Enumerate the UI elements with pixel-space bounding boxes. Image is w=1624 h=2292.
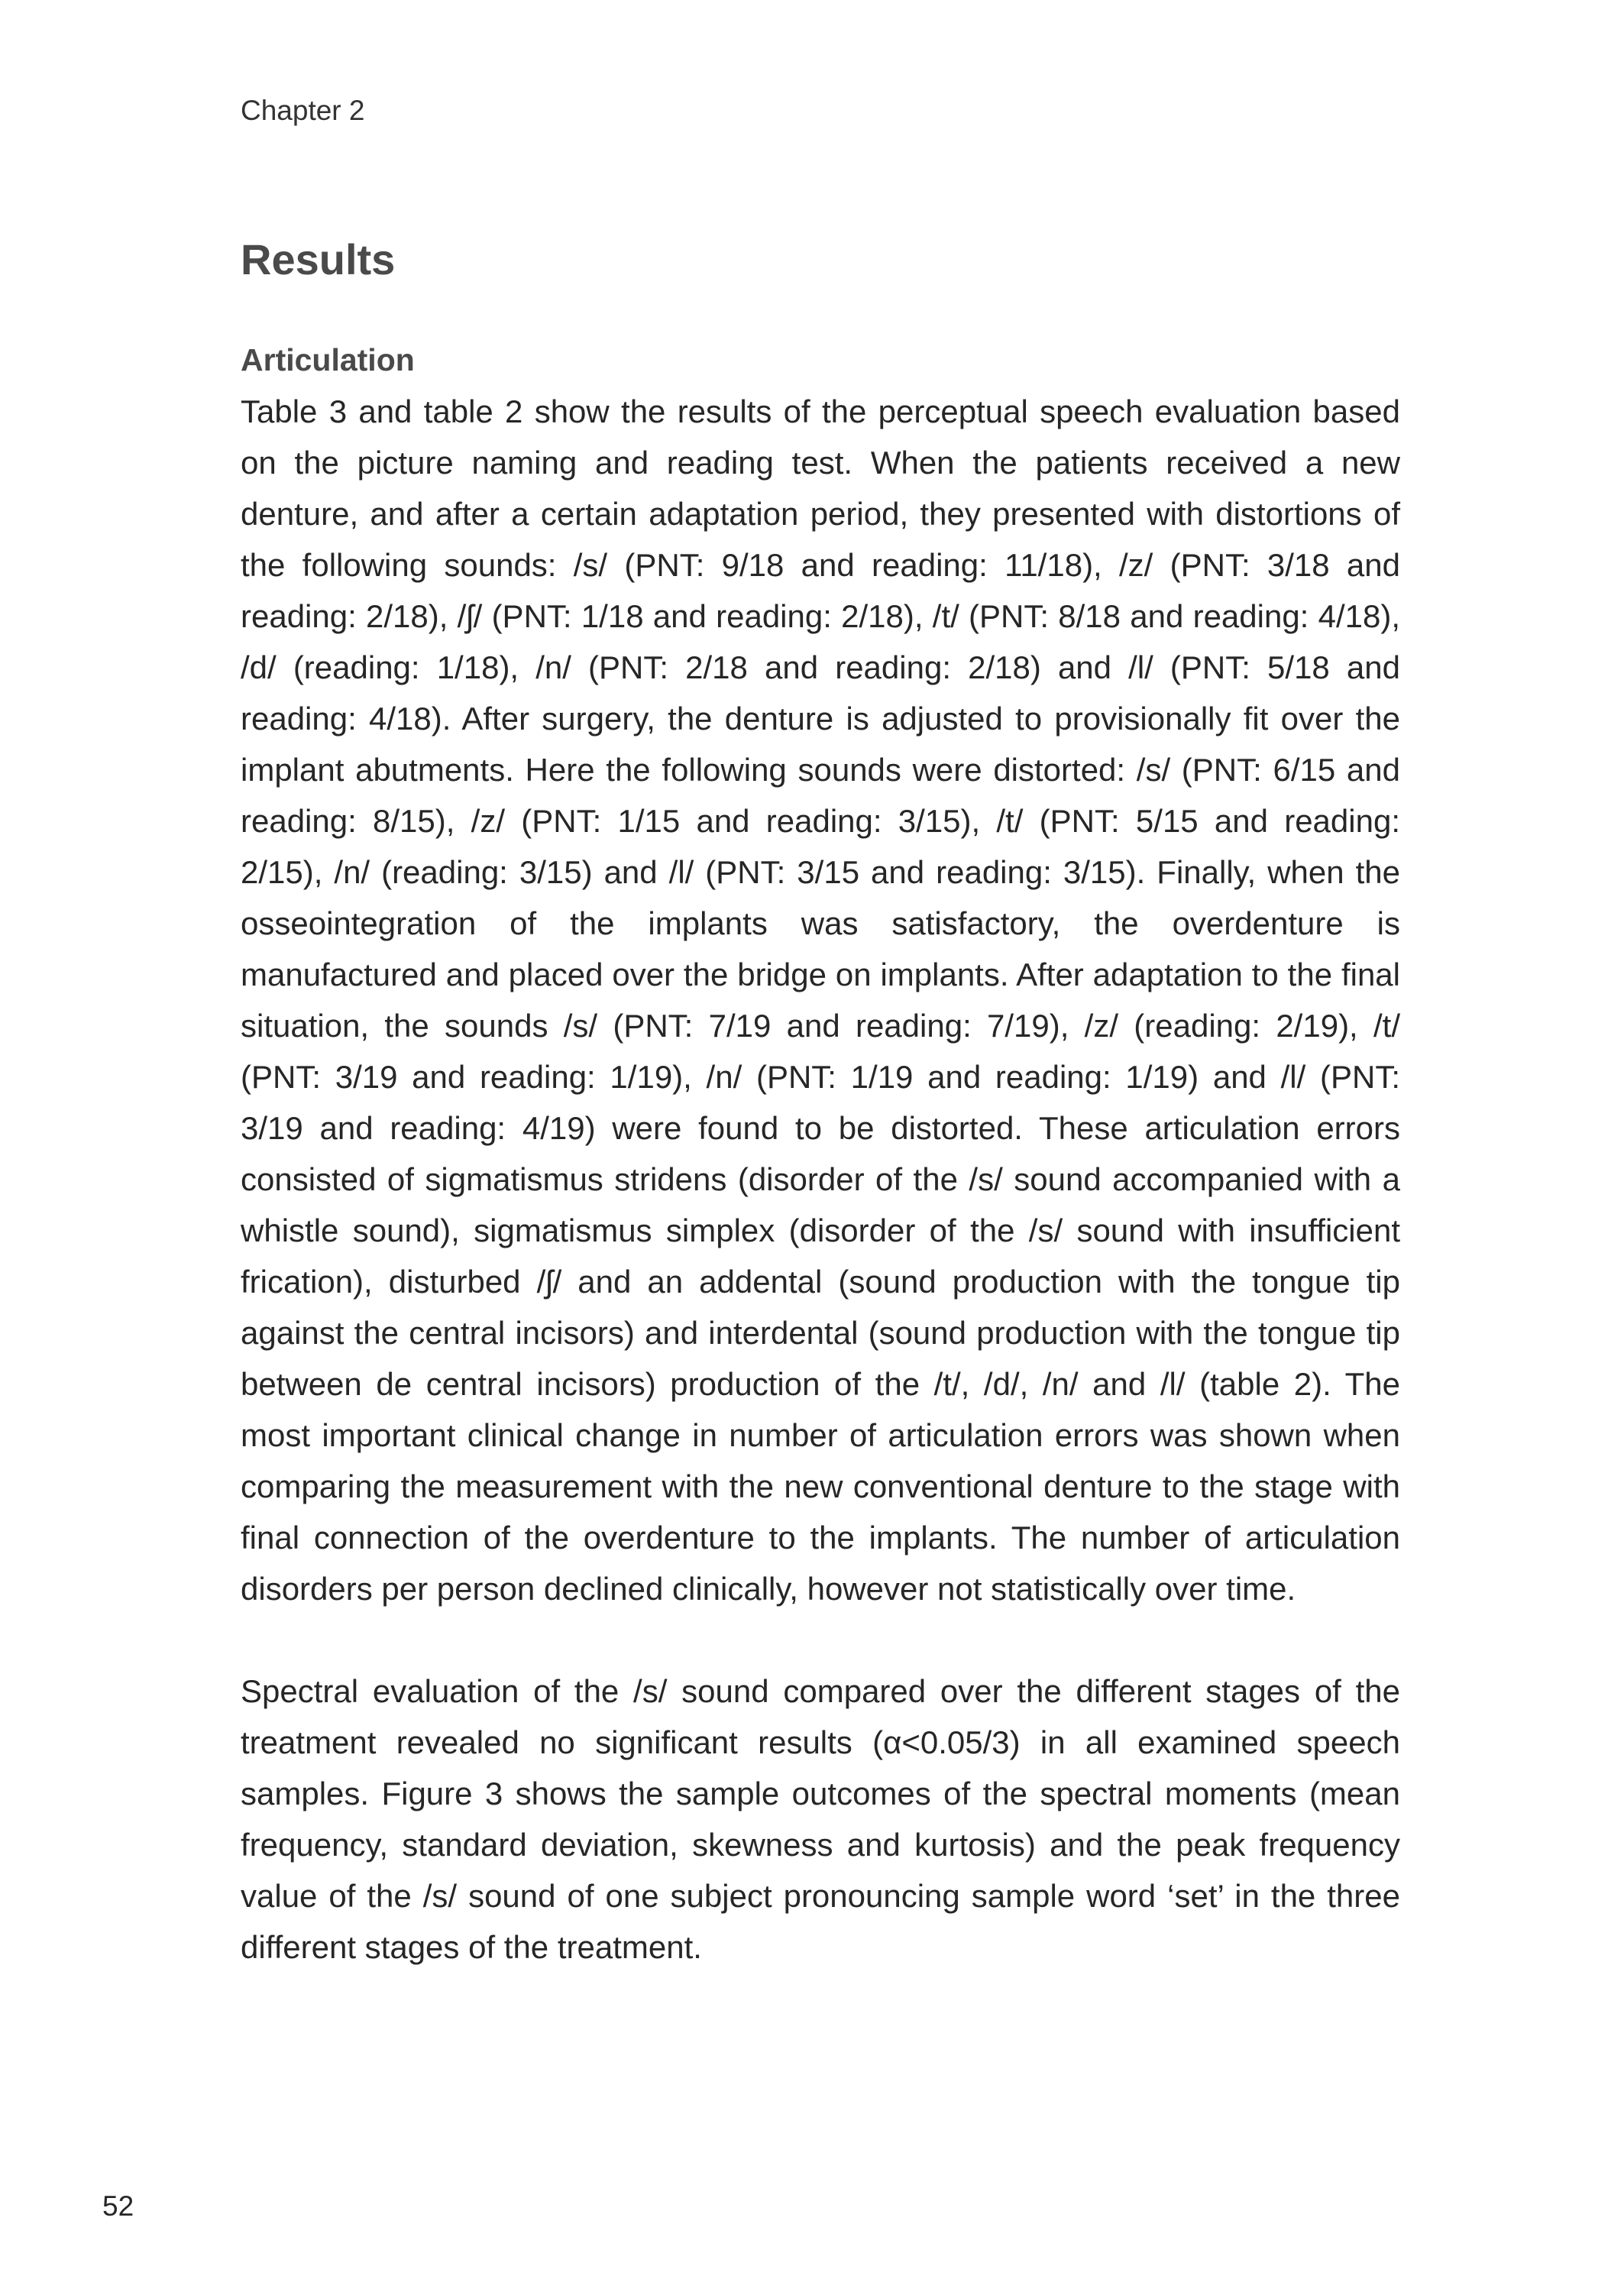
running-header-chapter: Chapter 2 — [241, 95, 365, 126]
paragraph-articulation: Table 3 and table 2 show the results of the perceptual speech evaluation based on the picture naming and reading test. When the patients received a new denture, and after a certain adaptation period, they presented with distortions of the following sounds: /s/ (PNT: 9/18 and reading: 11/18), /z/ (PNT: 3/18 and reading: 2/18), /ʃ/ (PNT: 1/18 and reading: 2/18), /t/ (PNT: 8/18 and reading: 4/18), /d/ (reading: 1/18), /n/ (PNT: 2/18 and reading: 2/18) and /l/ (PNT: 5/18 and reading: 4/18). After surgery, the denture is adjusted to provisionally fit over the implant abutments. Here the following sounds were distorted: /s/ (PNT: 6/15 and reading: 8/15), /z/ (PNT: 1/15 and reading: 3/15), /t/ (PNT: 5/15 and reading: 2/15), /n/ (reading: 3/15) and /l/ (PNT: 3/15 and reading: 3/15). Finally, when the osseointegration of the implants was satisfactory, the overdenture is manufactured and placed over the bridge on implants. After adaptation to the final situation, the sounds /s/ (PNT: 7/19 and reading: 7/19), /z/ (reading: 2/19), /t/ (PNT: 3/19 and reading: 1/19), /n/ (PNT: 1/19 and reading: 1/19) and /l/ (PNT: 3/19 and reading: 4/19) were found to be distorted. These articulation errors consisted of sigmatismus stridens (disorder of the /s/ sound accompanied with a whistle sound), sigmatismus simplex (disorder of the /s/ sound with insufficient frication), disturbed /ʃ/ and an addental (sound production with the tongue tip against the central incisors) and interdental (sound production with the tongue tip between de central incisors) production of the /t/, /d/, /n/ and /l/ (table 2). The most important clinical change in number of articulation errors was shown when comparing the measurement with the new conventional denture to the stage with final connection of the overdenture to the implants. The number of articulation disorders per person declined clinically, however not statistically over time. — [241, 393, 1400, 1607]
section-title: Results — [241, 235, 396, 283]
paragraph-spectral: Spectral evaluation of the /s/ sound compared over the different stages of the treatment revealed no significant results (α<0.05/3) in all examined speech samples. Figure 3 shows the sample outcomes of the spectral moments (mean frequency, standard deviation, skewness and kurtosis) and the peak frequency value of the /s/ sound of one subject pronouncing sample word ‘set’ in the three different stages of the treatment. — [241, 1673, 1400, 1965]
page-number: 52 — [102, 2190, 134, 2222]
main-content — [241, 229, 1400, 1973]
subsection-title: Articulation — [241, 342, 415, 377]
